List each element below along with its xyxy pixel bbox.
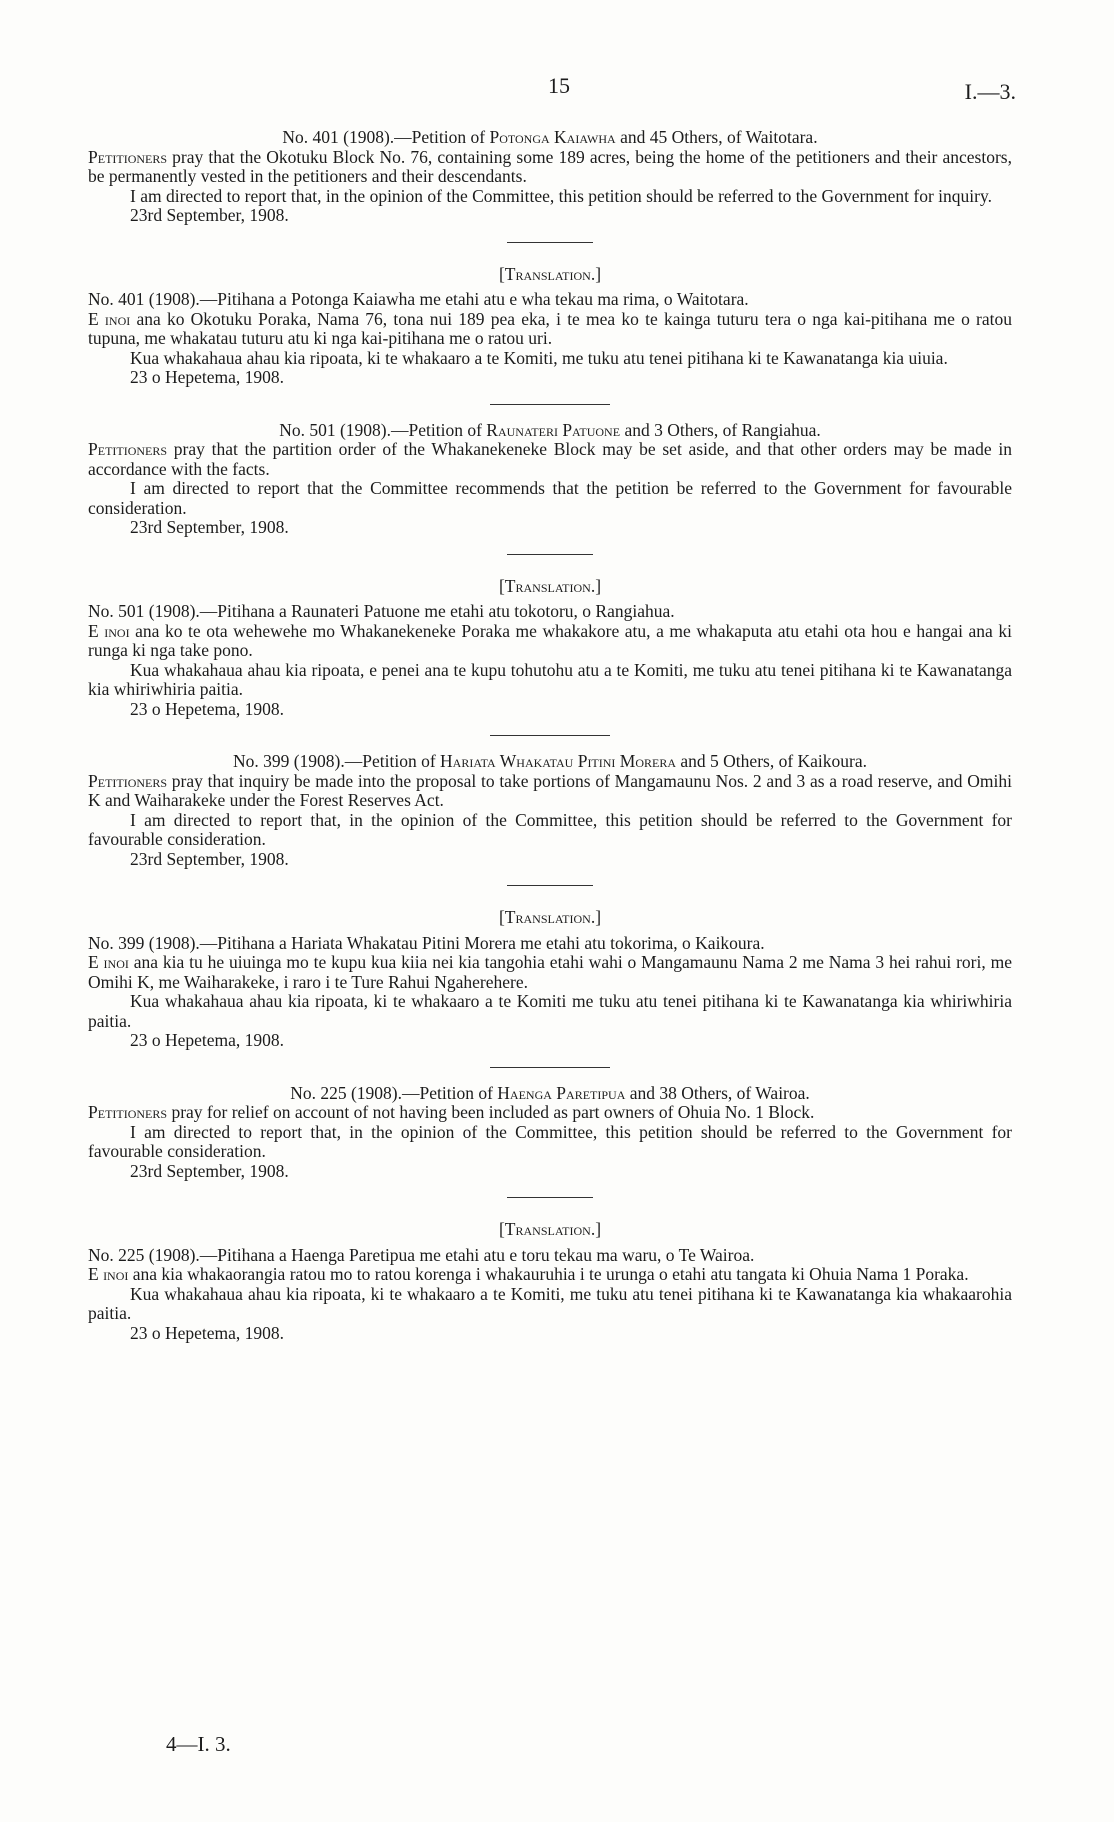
section-divider xyxy=(490,1067,610,1068)
section-divider xyxy=(507,554,593,555)
petition-heading: No. 399 (1908).—Petition of Hariata Whakatau Pitini Morera and 5 Others, of Kaikoura. xyxy=(232,751,868,771)
petition-heading: No. 225 (1908).—Pitihana a Haenga Paretipua me etahi atu e toru tekau ma waru, o Te Wairoa. xyxy=(88,1244,755,1265)
petition-heading: No. 401 (1908).—Petition of Potonga Kaiawha and 45 Others, of Waitotara. xyxy=(282,127,818,147)
petition-paragraph: E inoi ana ko Okotuku Poraka, Nama 76, tona nui 189 pea eka, i te mea ko te kainga tuturu tera o nga kai-pitihana me o ratou tupuna, me whakatau tuturu atu ki nga kai-pitihana me o ratou uri. xyxy=(88,308,1012,348)
petition-heading: No. 399 (1908).—Pitihana a Hariata Whakatau Pitini Morera me etahi atu tokorima, o Kaikoura. xyxy=(88,932,765,953)
translation-label: [Translation.] xyxy=(498,263,602,284)
petition-paragraph: Petitioners pray that inquiry be made into the proposal to take portions of Mangamaunu Nos. 2 and 3 as a road reserve, and Omihi K and Waiharakeke under the Forest Reserves Act. xyxy=(88,770,1012,810)
section-divider xyxy=(507,1197,593,1198)
report-paragraph: I am directed to report that the Committee recommends that the petition be referred to the Government for favourable consideration. xyxy=(88,478,1012,518)
translation-section xyxy=(88,1220,1012,1343)
date-line: 23rd September, 1908. xyxy=(130,848,289,869)
date-line: 23 o Hepetema, 1908. xyxy=(130,1322,285,1343)
date-line: 23rd September, 1908. xyxy=(130,517,289,537)
report-paragraph: I am directed to report that, in the opinion of the Committee, this petition should be referred to the Government for favourable consideration. xyxy=(88,1121,1012,1161)
document-body xyxy=(88,128,1012,1343)
report-paragraph: Kua whakahaua ahau kia ripoata, ki te whakaaro a te Komiti, me tuku atu tenei pitihana ki te Kawanatanga kia uiuia. xyxy=(130,347,948,368)
report-paragraph: I am directed to report that, in the opinion of the Committee, this petition should be referred to the Government for favourable consideration. xyxy=(88,809,1012,849)
translation-label: [Translation.] xyxy=(498,907,602,927)
petition-paragraph: E inoi ana ko te ota wehewehe mo Whakanekeneke Poraka me whakakore atu, a me whakaputa atu etahi ota hou e hangai ana ki runga ki nga take pono. xyxy=(88,620,1012,660)
translation-section xyxy=(88,577,1012,720)
report-paragraph: Kua whakahaua ahau kia ripoata, e penei ana te kupu tohutohu atu a te Komiti, me tuku atu tenei pitihana ki te Kawanatanga kia whiriwhiria paitia. xyxy=(88,659,1012,699)
date-line: 23 o Hepetema, 1908. xyxy=(130,1030,285,1050)
report-paragraph: Kua whakahaua ahau kia ripoata, ki te whakaaro a te Komiti me tuku atu tenei pitihana ki te Kawanatanga kia whiriwhiria paitia. xyxy=(88,991,1012,1031)
section-divider xyxy=(490,735,610,736)
signature-mark: 4—I. 3. xyxy=(166,1732,231,1756)
petition-paragraph: Petitioners pray for relief on account of not having been included as part owners of Ohuia No. 1 Block. xyxy=(88,1102,815,1122)
petition-section xyxy=(88,752,1012,869)
petition-section xyxy=(88,421,1012,538)
petition-paragraph: Petitioners pray that the partition order of the Whakanekeneke Block may be set aside, and that other orders may be made in accordance with the facts. xyxy=(88,439,1012,479)
petition-section xyxy=(88,128,1012,226)
date-line: 23 o Hepetema, 1908. xyxy=(130,698,285,719)
petition-heading: No. 225 (1908).—Petition of Haenga Paretipua and 38 Others, of Wairoa. xyxy=(290,1082,810,1103)
translation-label: [Translation.] xyxy=(498,1219,602,1239)
date-line: 23rd September, 1908. xyxy=(130,1160,289,1181)
translation-section xyxy=(88,908,1012,1051)
petition-paragraph: Petitioners pray that the Okotuku Block No. 76, containing some 189 acres, being the home of the petitioners and their ancestors, be permanently vested in the petitioners and their descendants. xyxy=(88,146,1012,186)
petition-heading: No. 501 (1908).—Petition of Raunateri Patuone and 3 Others, of Rangiahua. xyxy=(279,419,821,440)
report-paragraph: Kua whakahaua ahau kia ripoata, ki te whakaaro a te Komiti, me tuku atu tenei pitihana ki te Kawanatanga kia whakaarohia paitia. xyxy=(88,1283,1012,1323)
petition-heading: No. 401 (1908).—Pitihana a Potonga Kaiawha me etahi atu e wha tekau ma rima, o Waitotara. xyxy=(88,289,749,309)
report-paragraph: I am directed to report that, in the opinion of the Committee, this petition should be referred to the Government for inquiry. xyxy=(130,185,992,206)
section-divider xyxy=(490,404,610,405)
translation-section xyxy=(88,265,1012,388)
petition-paragraph: E inoi ana kia tu he uiuinga mo te kupu kua kiia nei kia tangohia etahi wahi o Mangamaunu Nama 2 me Nama 3 hei rahui rori, me Omihi K, me Waiharakeke, i raro i te Ture Rahui Ngaherehere. xyxy=(88,952,1012,992)
date-line: 23rd September, 1908. xyxy=(130,205,289,225)
translation-label: [Translation.] xyxy=(498,575,602,596)
page-number: 15 xyxy=(548,73,570,98)
section-divider xyxy=(507,885,593,886)
document-reference: I.—3. xyxy=(964,79,1016,104)
petition-paragraph: E inoi ana kia whakaorangia ratou mo to ratou korenga i whakauruhia i te urunga o etahi atu tangata ki Ohuia Nama 1 Poraka. xyxy=(88,1264,969,1284)
petition-section xyxy=(88,1084,1012,1182)
section-divider xyxy=(507,242,593,243)
date-line: 23 o Hepetema, 1908. xyxy=(130,367,285,387)
petition-heading: No. 501 (1908).—Pitihana a Raunateri Patuone me etahi atu tokotoru, o Rangiahua. xyxy=(88,601,675,621)
